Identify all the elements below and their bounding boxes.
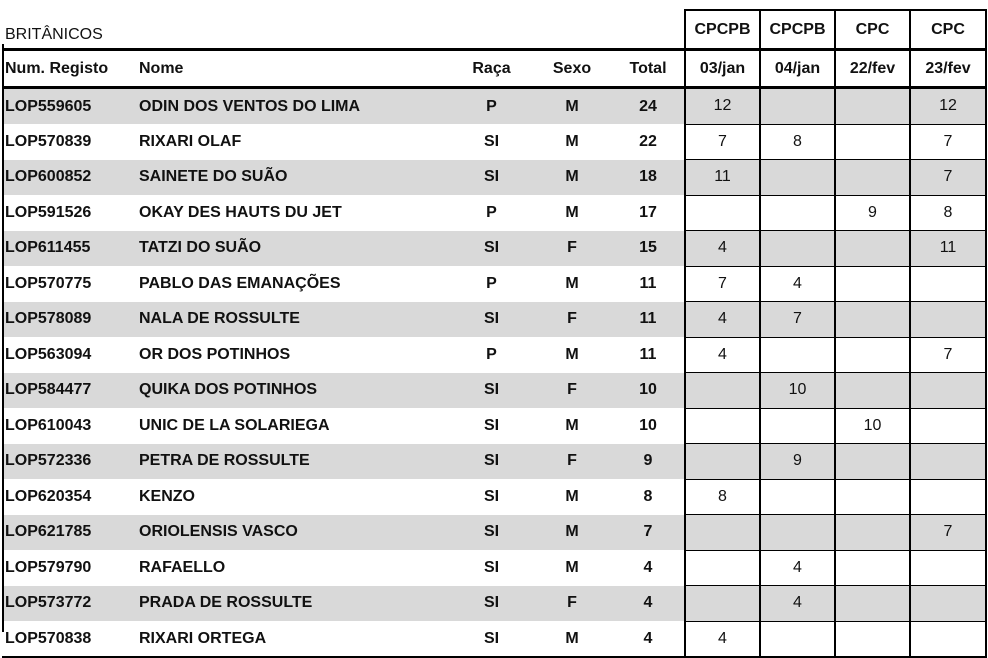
points-cell: 8: [910, 195, 986, 231]
table-row: [2, 586, 986, 622]
points-cell: 4: [685, 621, 760, 657]
table-row: [2, 444, 986, 480]
points-cell: 4: [685, 337, 760, 373]
points-cell: 8: [760, 124, 835, 160]
sexo-cell: M: [565, 274, 579, 292]
points-cell: [835, 373, 910, 409]
sexo-cell: M: [565, 416, 579, 434]
total-cell: 9: [612, 444, 685, 480]
raca-cell: SI: [451, 586, 532, 622]
registo-cell: LOP559605: [2, 88, 135, 125]
points-cell: [910, 408, 986, 444]
points-cell: [910, 550, 986, 586]
header-nome: Nome: [135, 50, 451, 88]
points-cell: [760, 88, 835, 125]
points-cell: [910, 621, 986, 657]
points-cell: [835, 621, 910, 657]
points-cell: [835, 302, 910, 338]
raca-cell: SI: [451, 160, 532, 196]
sexo-cell: M: [532, 621, 612, 657]
event-org-4: CPC: [910, 10, 986, 50]
points-cell: [910, 302, 986, 338]
registo-cell: LOP621785: [2, 515, 135, 551]
raca-cell: SI: [451, 515, 532, 551]
nome-cell: PRADA DE ROSSULTE: [135, 586, 451, 622]
table-row: [2, 266, 986, 302]
points-cell: 12: [685, 88, 760, 125]
total-cell: 15: [612, 231, 685, 267]
points-cell: 11: [910, 231, 986, 267]
points-cell: 4: [760, 586, 835, 622]
nome-cell: QUIKA DOS POTINHOS: [135, 373, 451, 409]
points-cell: 4: [685, 231, 760, 267]
points-cell: [685, 515, 760, 551]
sexo-cell: M: [565, 203, 579, 221]
points-cell: [910, 373, 986, 409]
event-org-1: CPCPB: [685, 10, 760, 50]
nome-cell: TATZI DO SUÃO: [135, 231, 451, 267]
points-cell: 9: [760, 444, 835, 480]
total-cell: 10: [612, 373, 685, 409]
registo-cell: LOP584477: [2, 373, 135, 409]
table-row: [2, 160, 986, 196]
points-cell: 11: [685, 160, 760, 196]
points-cell: [760, 515, 835, 551]
nome-cell: PABLO DAS EMANAÇÕES: [139, 274, 341, 292]
raca-cell: P: [486, 203, 497, 221]
points-cell: [760, 160, 835, 196]
event-date-2: 04/jan: [760, 50, 835, 88]
header-row: [2, 50, 986, 88]
header-sexo: Sexo: [532, 50, 612, 88]
table-row: [2, 373, 986, 409]
points-cell: [685, 444, 760, 480]
points-cell: [685, 550, 760, 586]
points-cell: [685, 373, 760, 409]
points-cell: [835, 586, 910, 622]
ranking-table: [2, 9, 987, 658]
table-row: [2, 621, 986, 657]
points-cell: 10: [760, 373, 835, 409]
table-body: [2, 10, 986, 657]
points-cell: [760, 479, 835, 515]
total-cell: 24: [612, 88, 685, 125]
total-cell: 8: [643, 487, 653, 505]
table-row: [2, 408, 986, 444]
left-border-line: [2, 44, 4, 632]
points-cell: 7: [910, 160, 986, 196]
event-date-3: 22/fev: [835, 50, 910, 88]
sexo-cell: M: [565, 558, 579, 576]
nome-cell: UNIC DE LA SOLARIEGA: [139, 416, 330, 434]
points-cell: [760, 408, 835, 444]
nome-cell: RIXARI OLAF: [139, 132, 242, 150]
points-cell: 4: [685, 302, 760, 338]
points-cell: 7: [910, 515, 986, 551]
raca-cell: P: [451, 88, 532, 125]
points-cell: [835, 124, 910, 160]
nome-cell: OR DOS POTINHOS: [139, 345, 291, 363]
table-row: [2, 550, 986, 586]
registo-cell: LOP578089: [2, 302, 135, 338]
sexo-cell: M: [565, 345, 579, 363]
points-cell: 8: [685, 479, 760, 515]
points-cell: 9: [835, 195, 910, 231]
raca-cell: P: [486, 274, 497, 292]
raca-cell: SI: [483, 416, 500, 434]
raca-cell: SI: [483, 132, 500, 150]
event-date-1: 03/jan: [685, 50, 760, 88]
points-cell: 7: [760, 302, 835, 338]
total-cell: 10: [639, 416, 657, 434]
points-cell: [835, 550, 910, 586]
sexo-cell: M: [532, 160, 612, 196]
raca-cell: SI: [451, 373, 532, 409]
nome-cell: RAFAELLO: [139, 558, 226, 576]
total-cell: 4: [612, 621, 685, 657]
table-row: [2, 195, 986, 231]
total-cell: 4: [612, 586, 685, 622]
table-row: [2, 124, 986, 160]
points-cell: [835, 266, 910, 302]
nome-cell: RIXARI ORTEGA: [135, 621, 451, 657]
nome-cell: ODIN DOS VENTOS DO LIMA: [135, 88, 451, 125]
points-cell: [835, 515, 910, 551]
registo-cell: LOP572336: [2, 444, 135, 480]
nome-cell: OKAY DES HAUTS DU JET: [139, 203, 342, 221]
points-cell: [835, 160, 910, 196]
registo-cell: LOP570838: [2, 621, 135, 657]
points-cell: [835, 444, 910, 480]
points-cell: 4: [760, 550, 835, 586]
points-cell: [760, 195, 835, 231]
table-row: [2, 337, 986, 373]
points-cell: [685, 586, 760, 622]
points-cell: [685, 195, 760, 231]
registo-cell: LOP579790: [5, 558, 92, 576]
event-org-3: CPC: [835, 10, 910, 50]
sexo-cell: M: [532, 88, 612, 125]
registo-cell: LOP570839: [5, 132, 92, 150]
table-row: [2, 515, 986, 551]
points-cell: [910, 266, 986, 302]
nome-cell: PETRA DE ROSSULTE: [135, 444, 451, 480]
header-registo: Num. Registo: [2, 50, 135, 88]
raca-cell: SI: [451, 621, 532, 657]
points-cell: 10: [835, 408, 910, 444]
sexo-cell: F: [532, 231, 612, 267]
points-cell: [760, 231, 835, 267]
points-cell: 7: [910, 337, 986, 373]
registo-cell: LOP611455: [2, 231, 135, 267]
table-row: [2, 479, 986, 515]
total-cell: 4: [643, 558, 653, 576]
total-cell: 11: [639, 345, 657, 363]
total-cell: 17: [639, 203, 657, 221]
event-org-2: CPCPB: [760, 10, 835, 50]
raca-cell: SI: [483, 487, 500, 505]
sexo-cell: F: [532, 586, 612, 622]
sexo-cell: M: [565, 132, 579, 150]
points-cell: [835, 88, 910, 125]
points-cell: [835, 479, 910, 515]
sexo-cell: M: [532, 515, 612, 551]
header-raca: Raça: [451, 50, 532, 88]
registo-cell: LOP620354: [5, 487, 92, 505]
nome-cell: SAINETE DO SUÃO: [135, 160, 451, 196]
points-cell: [910, 479, 986, 515]
points-cell: 7: [685, 124, 760, 160]
total-cell: 22: [639, 132, 657, 150]
points-cell: [760, 337, 835, 373]
table-row: [2, 231, 986, 267]
raca-cell: SI: [451, 231, 532, 267]
header-total: Total: [612, 50, 685, 88]
points-cell: [760, 621, 835, 657]
sexo-cell: F: [532, 302, 612, 338]
points-cell: [835, 231, 910, 267]
points-cell: [910, 586, 986, 622]
nome-cell: NALA DE ROSSULTE: [135, 302, 451, 338]
registo-cell: LOP600852: [2, 160, 135, 196]
table-row: [2, 88, 986, 125]
points-cell: 7: [685, 266, 760, 302]
sexo-cell: M: [565, 487, 579, 505]
registo-cell: LOP591526: [5, 203, 92, 221]
sexo-cell: F: [532, 373, 612, 409]
points-cell: [835, 337, 910, 373]
event-date-4: 23/fev: [910, 50, 986, 88]
registo-cell: LOP563094: [5, 345, 92, 363]
points-cell: 7: [910, 124, 986, 160]
raca-cell: SI: [451, 444, 532, 480]
raca-cell: SI: [451, 302, 532, 338]
total-cell: 7: [612, 515, 685, 551]
title-row: [2, 10, 986, 50]
registo-cell: LOP610043: [5, 416, 92, 434]
total-cell: 11: [639, 274, 657, 292]
sexo-cell: F: [532, 444, 612, 480]
nome-cell: ORIOLENSIS VASCO: [135, 515, 451, 551]
points-cell: [685, 408, 760, 444]
total-cell: 18: [612, 160, 685, 196]
total-cell: 11: [612, 302, 685, 338]
table-row: [2, 302, 986, 338]
points-cell: 4: [760, 266, 835, 302]
points-cell: [910, 444, 986, 480]
registo-cell: LOP573772: [2, 586, 135, 622]
section-title: BRITÂNICOS: [5, 26, 103, 43]
nome-cell: KENZO: [139, 487, 195, 505]
registo-cell: LOP570775: [5, 274, 92, 292]
raca-cell: SI: [483, 558, 500, 576]
raca-cell: P: [486, 345, 497, 363]
points-cell: 12: [910, 88, 986, 125]
